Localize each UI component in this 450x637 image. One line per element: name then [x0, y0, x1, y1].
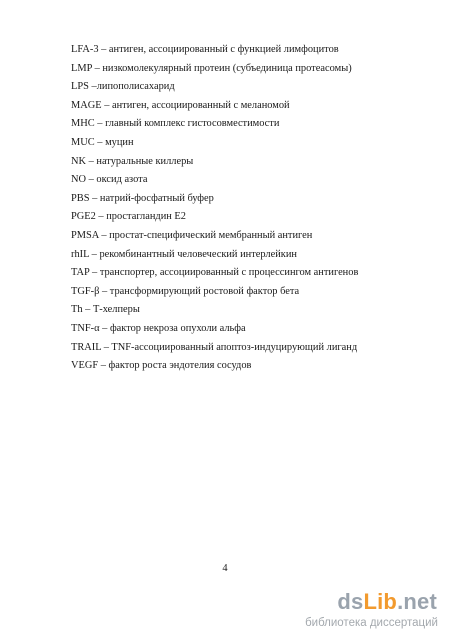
abbreviation-item	[71, 171, 411, 190]
abbreviation-item	[71, 153, 411, 172]
abbreviation-term: NK	[71, 155, 87, 167]
logo-text-net: .net	[397, 589, 437, 614]
abbreviation-item	[71, 227, 411, 246]
abbreviation-definition: – натрий-фосфатный буфер	[89, 192, 214, 204]
abbreviation-term: LMP	[71, 62, 92, 74]
abbreviation-term: MHC	[71, 118, 95, 130]
abbreviation-item	[71, 246, 411, 265]
abbreviation-definition: – антиген, ассоциированный с меланомой	[101, 99, 290, 111]
abbreviation-definition: –липополисахарид	[88, 81, 175, 93]
abbreviation-definition: – фактор роста эндотелия сосудов	[98, 360, 252, 372]
abbreviation-definition: – главный комплекс гистосовместимости	[94, 118, 280, 130]
abbreviation-definition: – TNF-ассоциированный апоптоз-индуцирующий лиганд	[101, 341, 358, 353]
abbreviation-term: PMSA	[71, 229, 99, 241]
abbreviation-definition: – простагландин Е2	[95, 211, 186, 223]
abbreviation-item	[71, 60, 411, 79]
abbreviation-item	[71, 134, 411, 153]
abbreviation-term: TRAIL	[71, 341, 102, 353]
abbreviation-item	[71, 283, 411, 302]
abbreviation-term: rhIL	[71, 248, 90, 260]
logo-text-lib: Lib	[363, 589, 398, 614]
abbreviation-term: VEGF	[71, 360, 99, 372]
abbreviation-definition: – фактор некроза опухоли альфа	[99, 322, 246, 334]
abbreviation-definition: – рекомбинантный человеческий интерлейкин	[89, 248, 297, 260]
abbreviation-item	[71, 301, 411, 320]
abbreviation-definition: – Т-хелперы	[82, 304, 140, 316]
abbreviation-term: LPS	[71, 81, 89, 93]
abbreviation-item	[71, 115, 411, 134]
abbreviation-item	[71, 41, 411, 60]
abbreviation-definition: – транспортер, ассоциированный с процессингом антигенов	[89, 267, 359, 279]
abbreviation-item	[71, 357, 411, 376]
abbreviation-term: Th	[71, 304, 83, 316]
abbreviation-item	[71, 190, 411, 209]
abbreviation-item	[71, 97, 411, 116]
abbreviation-list	[71, 41, 411, 376]
abbreviation-definition: – трансформирующий ростовой фактор бета	[99, 285, 300, 297]
logo-text-ds: ds	[337, 589, 364, 614]
abbreviation-term: TAP	[71, 267, 90, 279]
abbreviation-term: MAGE	[71, 99, 102, 111]
abbreviation-term: NO	[71, 174, 87, 186]
abbreviation-definition: – антиген, ассоциированный с функцией лимфоцитов	[98, 44, 339, 55]
abbreviation-item	[71, 339, 411, 358]
dslib-logo	[337, 589, 437, 615]
abbreviation-item	[71, 208, 411, 227]
dslib-watermark	[262, 589, 440, 631]
abbreviation-item	[71, 264, 411, 283]
page-number: 4	[222, 563, 228, 574]
abbreviation-definition: – оксид азота	[86, 174, 148, 186]
abbreviation-term: LFA-3	[71, 44, 99, 55]
abbreviation-definition: – муцин	[94, 136, 134, 148]
watermark-caption: библиотека диссертаций	[305, 617, 438, 629]
abbreviation-definition: – простат-специфический мембранный антиген	[98, 229, 313, 241]
abbreviation-term: PBS	[71, 192, 90, 204]
abbreviation-term: TNF-α	[71, 322, 100, 334]
abbreviation-item	[71, 78, 411, 97]
abbreviation-definition: – натуральные киллеры	[86, 155, 194, 167]
abbreviation-item	[71, 320, 411, 339]
abbreviation-term: TGF-β	[71, 285, 100, 297]
abbreviation-term: PGE2	[71, 211, 96, 223]
abbreviation-definition: – низкомолекулярный протеин (субъединица протеасомы)	[91, 62, 352, 74]
abbreviation-term: MUC	[71, 136, 95, 148]
